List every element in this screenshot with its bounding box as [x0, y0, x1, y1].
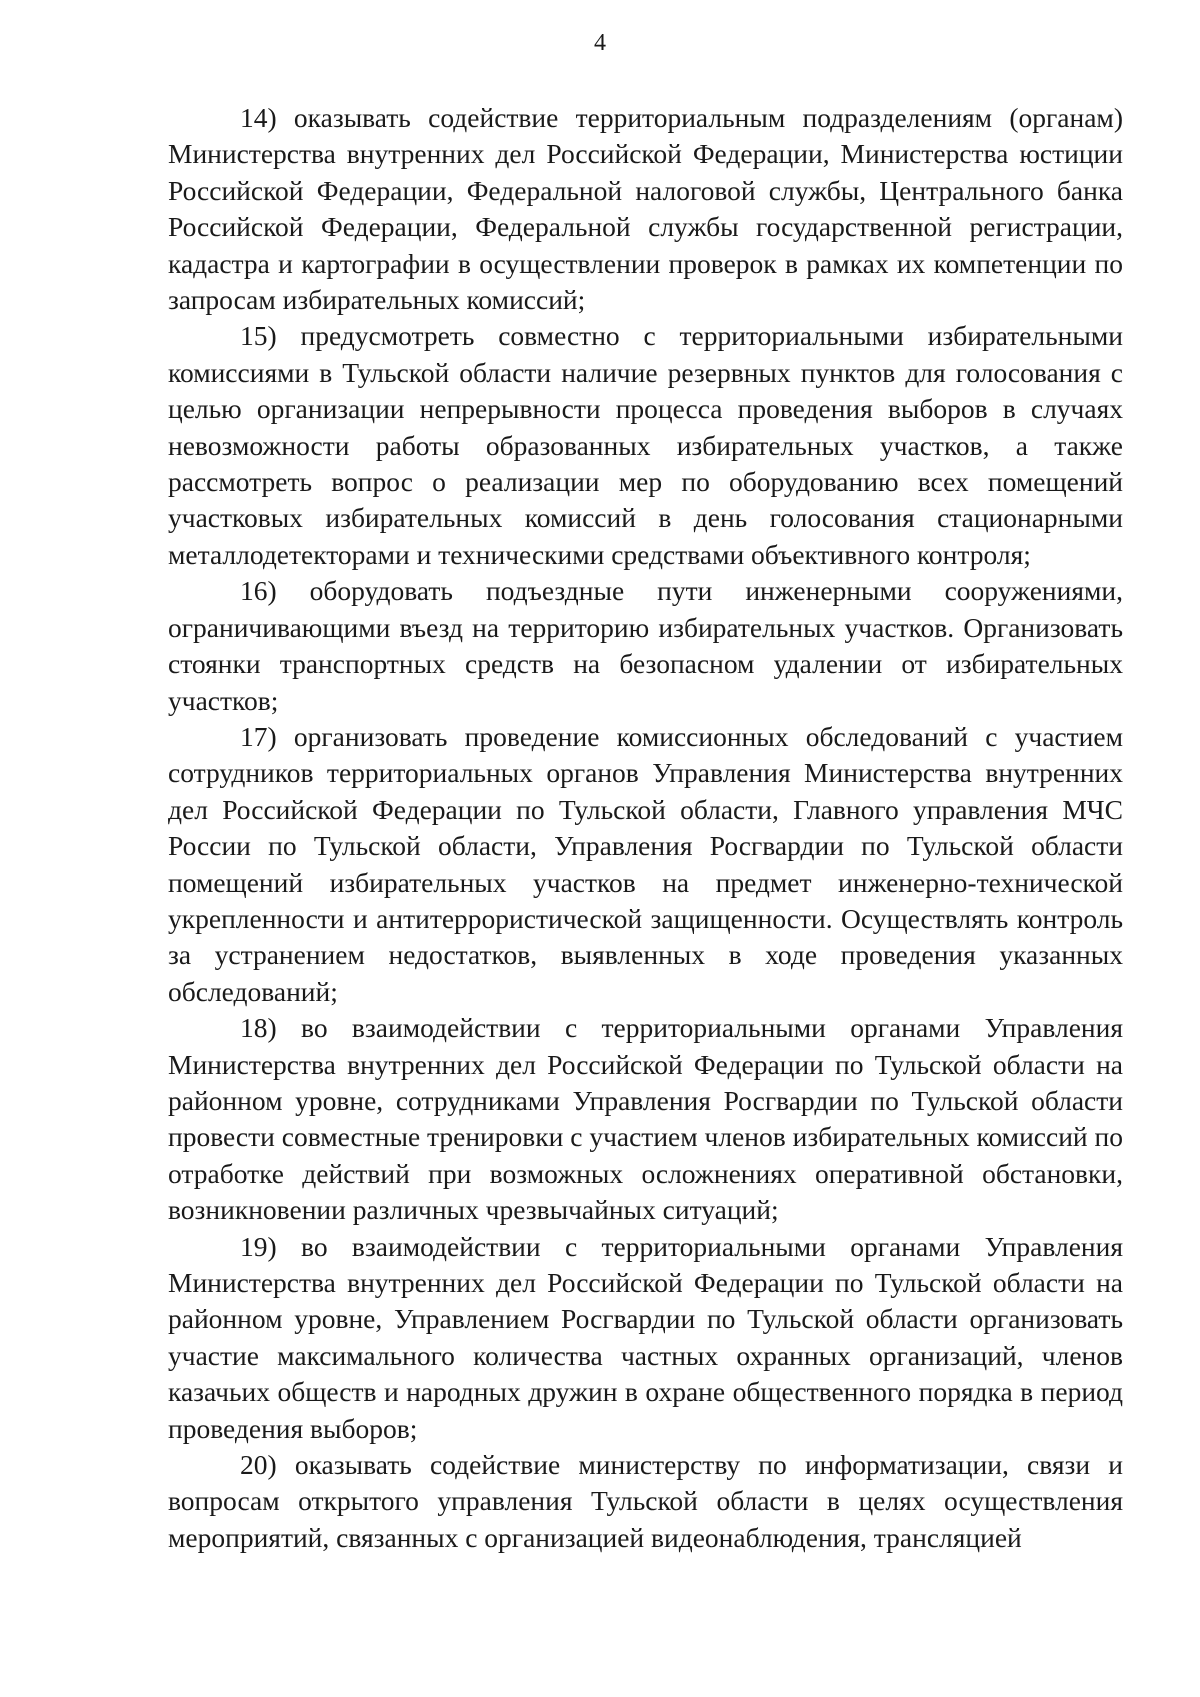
paragraph-item-14: 14) оказывать содействие территориальным подразделениям (органам) Министерства внутренних дел Российской Федерации, Министерства юстиции Российской Федерации, Федеральной налоговой службы, Центрального банка Российской Федерации, Федеральной службы государственной регистрации, кадастра и картографии в осуществлении проверок в рамках их компетенции по запросам избирательных комиссий; — [168, 102, 1123, 316]
paragraph-item-20: 20) оказывать содействие министерству по информатизации, связи и вопросам открытого управления Тульской области в целях осуществления мероприятий, связанных с организацией видеонаблюдения, трансляцией — [168, 1449, 1123, 1553]
paragraph-item-19: 19) во взаимодействии с территориальными органами Управления Министерства внутренних дел Российской Федерации по Тульской области на районном уровне, Управлением Росгвардии по Тульской области организовать участие максимального количества частных охранных организаций, членов казачьих обществ и народных дружин в охране общественного порядка в период проведения выборов; — [168, 1230, 1123, 1444]
paragraph-item-17: 17) организовать проведение комиссионных обследований с участием сотрудников территориальных органов Управления Министерства внутренних дел Российской Федерации по Тульской области, Главного управления МЧС России по Тульской области, Управления Росгвардии по Тульской области помещений избирательных участков на предмет инженерно-технической укрепленности и антитеррористической защищенности. Осуществлять контроль за устранением недостатков, выявленных в ходе проведения указанных обследований; — [168, 720, 1123, 1007]
page-number: 4 — [594, 30, 606, 56]
document-body — [168, 100, 1123, 1556]
paragraph-item-18: 18) во взаимодействии с территориальными органами Управления Министерства внутренних дел Российской Федерации по Тульской области на районном уровне, сотрудниками Управления Росгвардии по Тульской области провести совместные тренировки с участием членов избирательных комиссий по отработке действий при возможных осложнениях оперативной обстановки, возникновении различных чрезвычайных ситуаций; — [168, 1012, 1123, 1226]
paragraph-item-16: 16) оборудовать подъездные пути инженерными сооружениями, ограничивающими въезд на территорию избирательных участков. Организовать стоянки транспортных средств на безопасном удалении от избирательных участков; — [168, 575, 1123, 716]
paragraph-item-15: 15) предусмотреть совместно с территориальными избирательными комиссиями в Тульской области наличие резервных пунктов для голосования с целью организации непрерывности процесса проведения выборов в случаях невозможности работы образованных избирательных участков, а также рассмотреть вопрос о реализации мер по оборудованию всех помещений участковых избирательных комиссий в день голосования стационарными металлодетекторами и техническими средствами объективного контроля; — [168, 320, 1123, 570]
